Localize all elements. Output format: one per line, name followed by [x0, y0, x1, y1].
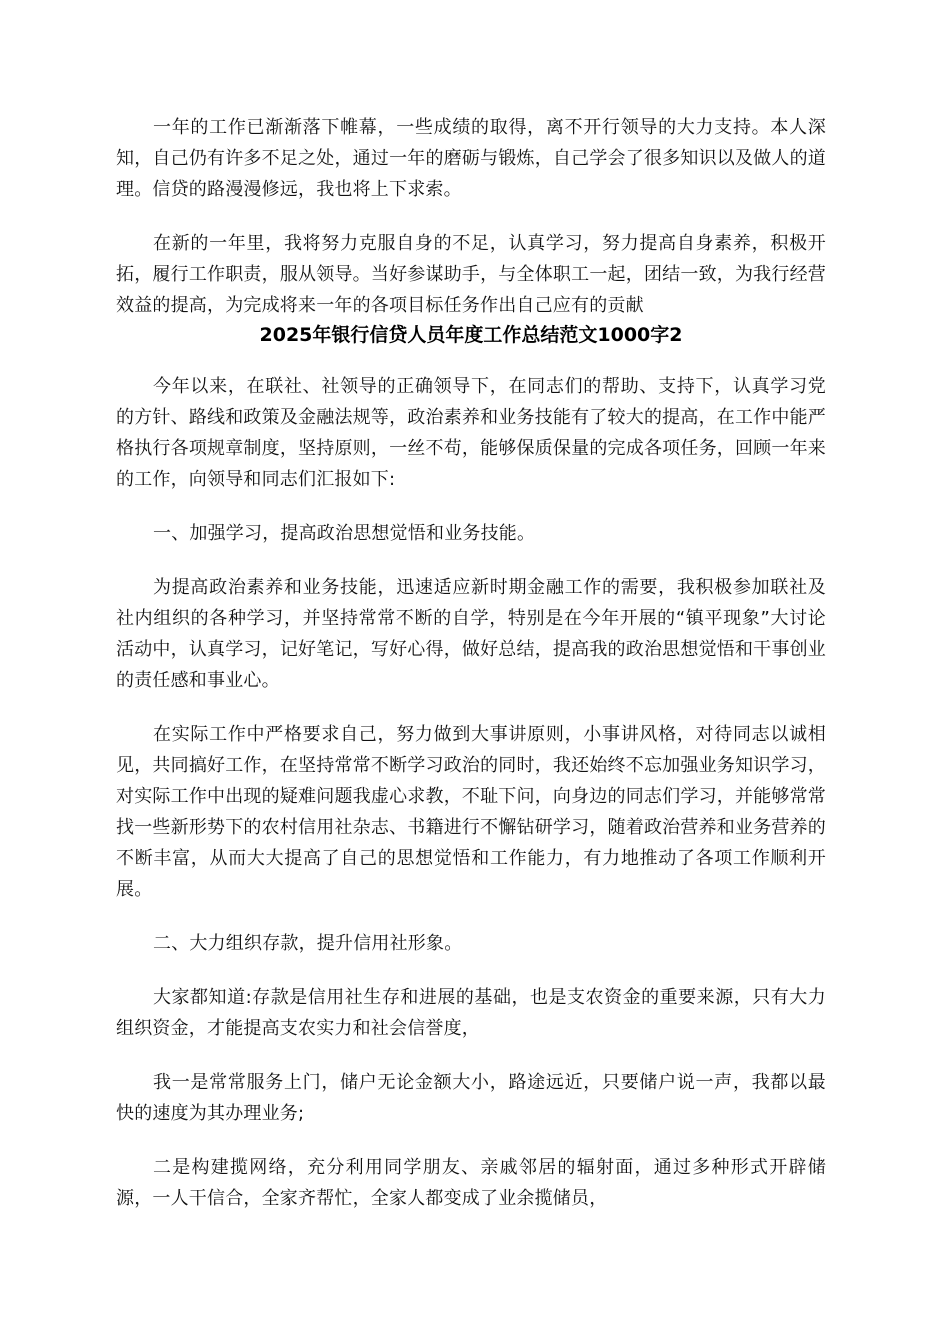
paragraph-study-detail: 为提高政治素养和业务技能，迅速适应新时期金融工作的需要，我积极参加联社及社内组织的各种学习，并坚持常常不断的自学，特别是在今年开展的“镇平现象”大讨论活动中，认真学习，记好笔记，写好心得，做好总结，提高我的政治思想觉悟和干事创业的责任感和事业心。 [116, 577, 826, 691]
heading-deposits: 二、大力组织存款，提升信用社形象。 [153, 933, 463, 954]
document-body [116, 112, 826, 1214]
section-title: 2025年银行信贷人员年度工作总结范文1000字2 [259, 324, 683, 346]
paragraph-work-attitude: 在实际工作中严格要求自己，努力做到大事讲原则，小事讲风格，对待同志以诚相见，共同搞好工作，在坚持常常不断学习政治的同时，我还始终不忘加强业务知识学习，对实际工作中出现的疑难问题我虚心求教，不耻下问，向身边的同志们学习，并能够常常找一些新形势下的农村信用社杂志、书籍进行不懈钻研学习，随着政治营养和业务营养的不断丰富，从而大大提高了自己的思想觉悟和工作能力，有力地推动了各项工作顺利开展。 [116, 724, 826, 900]
paragraph-network: 二是构建揽网络，充分利用同学朋友、亲戚邻居的辐射面，通过多种形式开辟储源，一人干信合，全家齐帮忙，全家人都变成了业余揽储员， [116, 1157, 826, 1209]
paragraph-service: 我一是常常服务上门，储户无论金额大小，路途远近，只要储户说一声，我都以最快的速度为其办理业务; [116, 1072, 826, 1124]
paragraph-deposits-basis: 大家都知道:存款是信用社生存和进展的基础，也是支农资金的重要来源，只有大力组织资金，才能提高支农实力和社会信誉度， [116, 987, 826, 1039]
paragraph-intro: 今年以来，在联社、社领导的正确领导下，在同志们的帮助、支持下，认真学习党的方针、路线和政策及金融法规等，政治素养和业务技能有了较大的提高，在工作中能严格执行各项规章制度，坚持原则，一丝不苟，能够保质保量的完成各项任务，回顾一年来的工作，向领导和同志们汇报如下: [116, 376, 826, 490]
heading-study: 一、加强学习，提高政治思想觉悟和业务技能。 [153, 523, 536, 544]
paragraph-new-year-plan: 在新的一年里，我将努力克服自身的不足，认真学习，努力提高自身素养，积极开拓，履行工作职责，服从领导。当好参谋助手，与全体职工一起，团结一致，为我行经营效益的提高，为完成将来一年的各项目标任务作出自己应有的贡献 [116, 233, 826, 316]
paragraph-closing-summary: 一年的工作已渐渐落下帷幕，一些成绩的取得，离不开行领导的大力支持。本人深知，自己仍有许多不足之处，通过一年的磨砺与锻炼，自己学会了很多知识以及做人的道理。信贷的路漫漫修远，我也将上下求索。 [116, 117, 826, 200]
